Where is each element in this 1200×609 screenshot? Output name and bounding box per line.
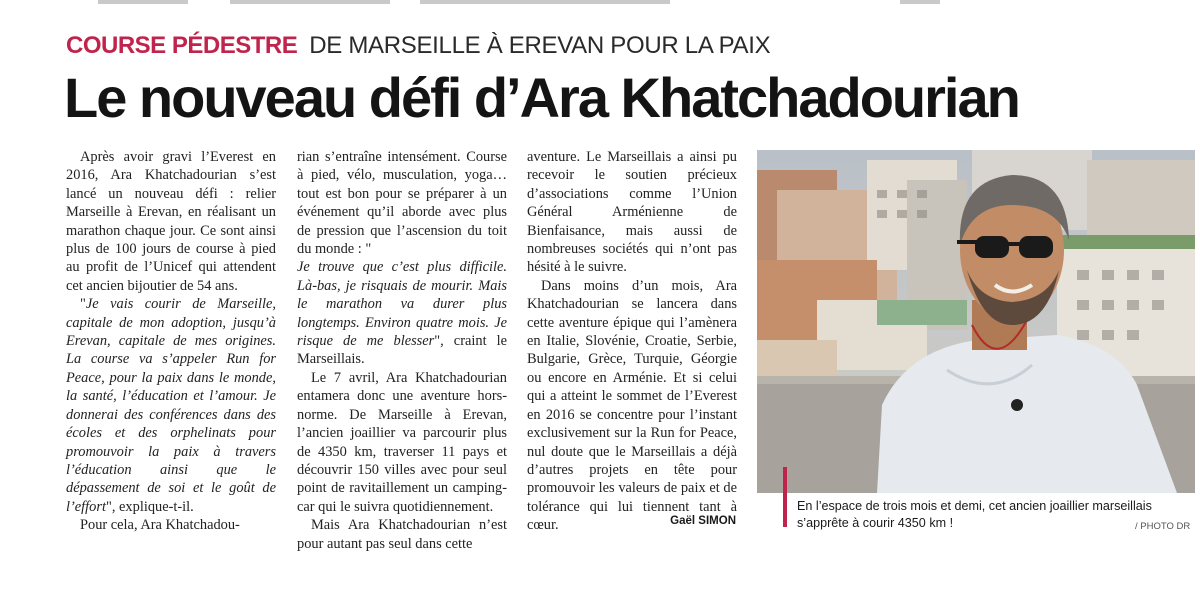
article-paragraph: Dans moins d’un mois, Ara Khatchadourian se lancera dans cette aventure épique qui l’amènera en Italie, Slovénie, Croatie, Serbie, Bulgarie, Grèce, Turquie, Géorgie ou encore en Arménie. Et si celui qui a atteint le sommet de l’Everest en 2016 se concentre pour l’instant exclusivement sur la Run for Peace, nul doute que le Marseillais a déjà d’autres projets en tête pour promouvoir les valeurs de paix et de tolérance qui lui tiennent tant à cœur. (527, 277, 737, 534)
article-column-2 (297, 148, 507, 553)
paragraph-text: ", explique-t-il. (105, 498, 194, 515)
cropped-text-fragment (230, 0, 390, 4)
article-paragraph (66, 295, 276, 516)
article-kicker (66, 31, 770, 61)
cropped-text-fragment (900, 0, 940, 4)
article-column-1 (66, 148, 276, 535)
page-top-edge (0, 0, 1200, 10)
article-photo (757, 150, 1195, 493)
caption-accent-bar (783, 467, 787, 527)
article-paragraph: Mais Ara Khatchadourian n’est pour autant pas seul dans cette (297, 517, 507, 552)
article-headline: Le nouveau défi d’Ara Khatchadourian (64, 66, 1019, 129)
paragraph-text: " (80, 296, 86, 313)
article-paragraph: Le 7 avril, Ara Khatchadourian entamera donc une aventure hors-norme. De Marseille à Erevan, l’ancien joaillier va parcourir plus de 4350 km, traverser 11 pays et découvrir 150 villes avec pour seul point de ravitaillement un camping-car qui le suivra quotidiennement. (297, 369, 507, 515)
paragraph-text: ", craint le Marseillais. (297, 333, 508, 368)
article-paragraph: Après avoir gravi l’Everest en 2016, Ara Khatchadourian s’est lancé un nouveau défi : relier Marseille à Erevan, en réalisant un marathon chaque jour. Ce sont ainsi plus de 100 jours de course à pied au profit de l’Unicef qui attendent cet ancien bijoutier de 54 ans. (66, 149, 276, 294)
article-paragraph: aventure. Le Marseillais a ainsi pu recevoir le soutien précieux d’associations comme l’Union Général Arménienne de Bienfaisance, mais aussi de nombreuses sociétés qui n’ont pas hésité à le suivre. (527, 149, 737, 276)
photo-credit: / PHOTO DR (1135, 521, 1191, 532)
cropped-text-fragment (420, 0, 670, 4)
kicker-rubric: COURSE PÉDESTRE (66, 32, 298, 59)
article-paragraph: rian s’entraîne intensément. Course à pied, vélo, musculation, yoga… tout est bon pour se préparer à un événement qu’il aborde avec plus de pression que l’ascension du toit du monde : " (297, 149, 507, 258)
cropped-text-fragment (98, 0, 188, 4)
quote-text: Je trouve que c’est plus difficile. Là-bas, je risquais de mourir. Mais le marathon va durer plus longtemps. Environ quatre mois. Je risque de me blesser (297, 259, 507, 350)
kicker-subtitle: DE MARSEILLE À EREVAN POUR LA PAIX (309, 32, 771, 59)
article-paragraph: Pour cela, Ara Khatchadou- (80, 517, 240, 534)
article-paragraph (297, 258, 507, 368)
quote-text: Je vais courir de Marseille, capitale de mon adoption, jusqu’à Erevan, capitale de mes origines. La course va s’appeler Run for Peace, pour la paix dans le monde, la santé, l’éducation et l’amour. Je donnerai des conférences dans des écoles et des orphelinats pour promouvoir la paix à travers l’éducation ainsi que le dépassement de soi et le goût de l’effort (66, 296, 276, 515)
photo-caption: En l’espace de trois mois et demi, cet ancien joaillier marseillais s’apprête à courir 4350 km ! (797, 499, 1152, 530)
article-column-3 (527, 148, 737, 535)
article-byline: Gaël SIMON (670, 515, 736, 527)
